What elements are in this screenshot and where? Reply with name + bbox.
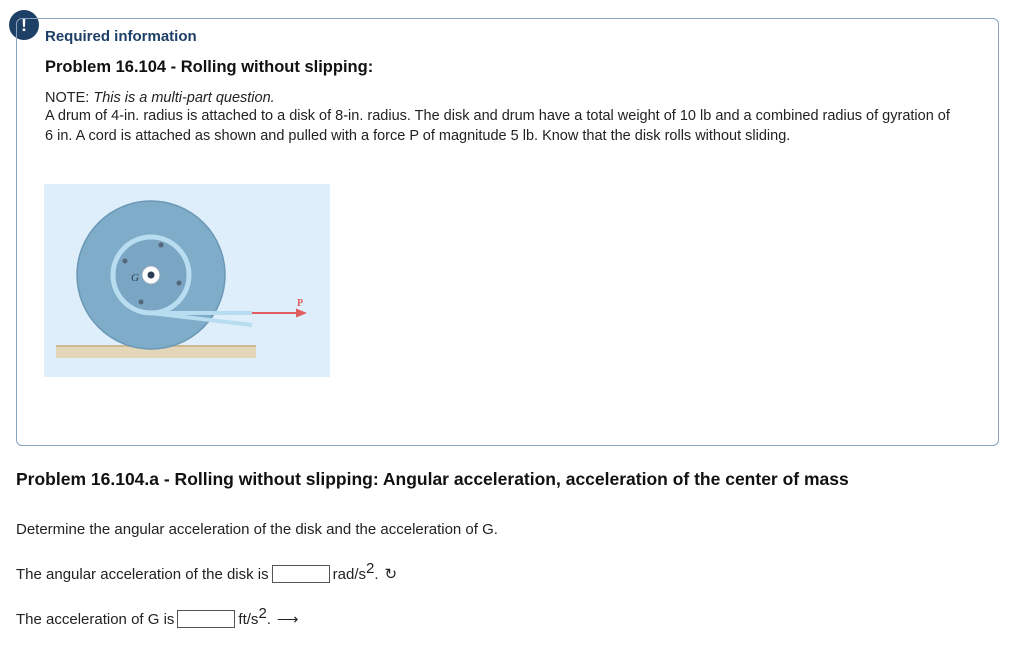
- disk-drum-diagram: [44, 184, 330, 377]
- bolt-4: [139, 300, 144, 305]
- acceleration-g-row: [16, 604, 299, 628]
- required-information-label: Required information: [45, 28, 197, 45]
- angular-acceleration-unit-base: rad/s: [332, 565, 367, 583]
- acceleration-g-unit-base: ft/s: [238, 610, 259, 628]
- acceleration-g-unit-suffix: .: [266, 610, 271, 628]
- label-p: P: [297, 298, 304, 309]
- center-g-point: [148, 272, 155, 279]
- clockwise-icon: ↻: [384, 566, 398, 583]
- angular-acceleration-input[interactable]: [272, 565, 330, 583]
- label-g: G: [131, 272, 139, 284]
- right-arrow-icon: ⟶: [276, 611, 299, 628]
- alert-icon: !: [9, 10, 39, 40]
- acceleration-g-unit-exp: 2: [258, 604, 267, 622]
- bolt-1: [159, 243, 164, 248]
- note-prefix: NOTE:: [45, 90, 94, 106]
- angular-acceleration-label: The angular acceleration of the disk is: [16, 565, 269, 583]
- part-a-instruction: Determine the angular acceleration of the disk and the acceleration of G.: [16, 521, 498, 538]
- bolt-2: [123, 259, 128, 264]
- angular-acceleration-unit: [332, 559, 379, 583]
- acceleration-g-unit: [238, 604, 271, 628]
- acceleration-g-label: The acceleration of G is: [16, 610, 175, 628]
- problem-figure: [44, 184, 330, 377]
- part-a-title: Problem 16.104.a - Rolling without slipping: Angular acceleration, acceleration of the center of mass: [16, 469, 849, 489]
- angular-acceleration-unit-exp: 2: [366, 559, 375, 577]
- problem-title: Problem 16.104 - Rolling without slipping:: [45, 58, 374, 76]
- angular-acceleration-unit-suffix: .: [374, 565, 379, 583]
- note-text: This is a multi-part question.: [93, 90, 275, 106]
- cord: [151, 311, 252, 315]
- problem-description: A drum of 4-in. radius is attached to a disk of 8-in. radius. The disk and drum have a total weight of 10 lb and a combined radius of gyration of 6 in. A cord is attached as shown and pulled with a force P of magnitude 5 lb. Know that the disk rolls without sliding.: [45, 108, 950, 144]
- acceleration-g-input[interactable]: [177, 610, 235, 628]
- bolt-3: [177, 281, 182, 286]
- angular-acceleration-row: [16, 559, 398, 583]
- note: [45, 90, 275, 106]
